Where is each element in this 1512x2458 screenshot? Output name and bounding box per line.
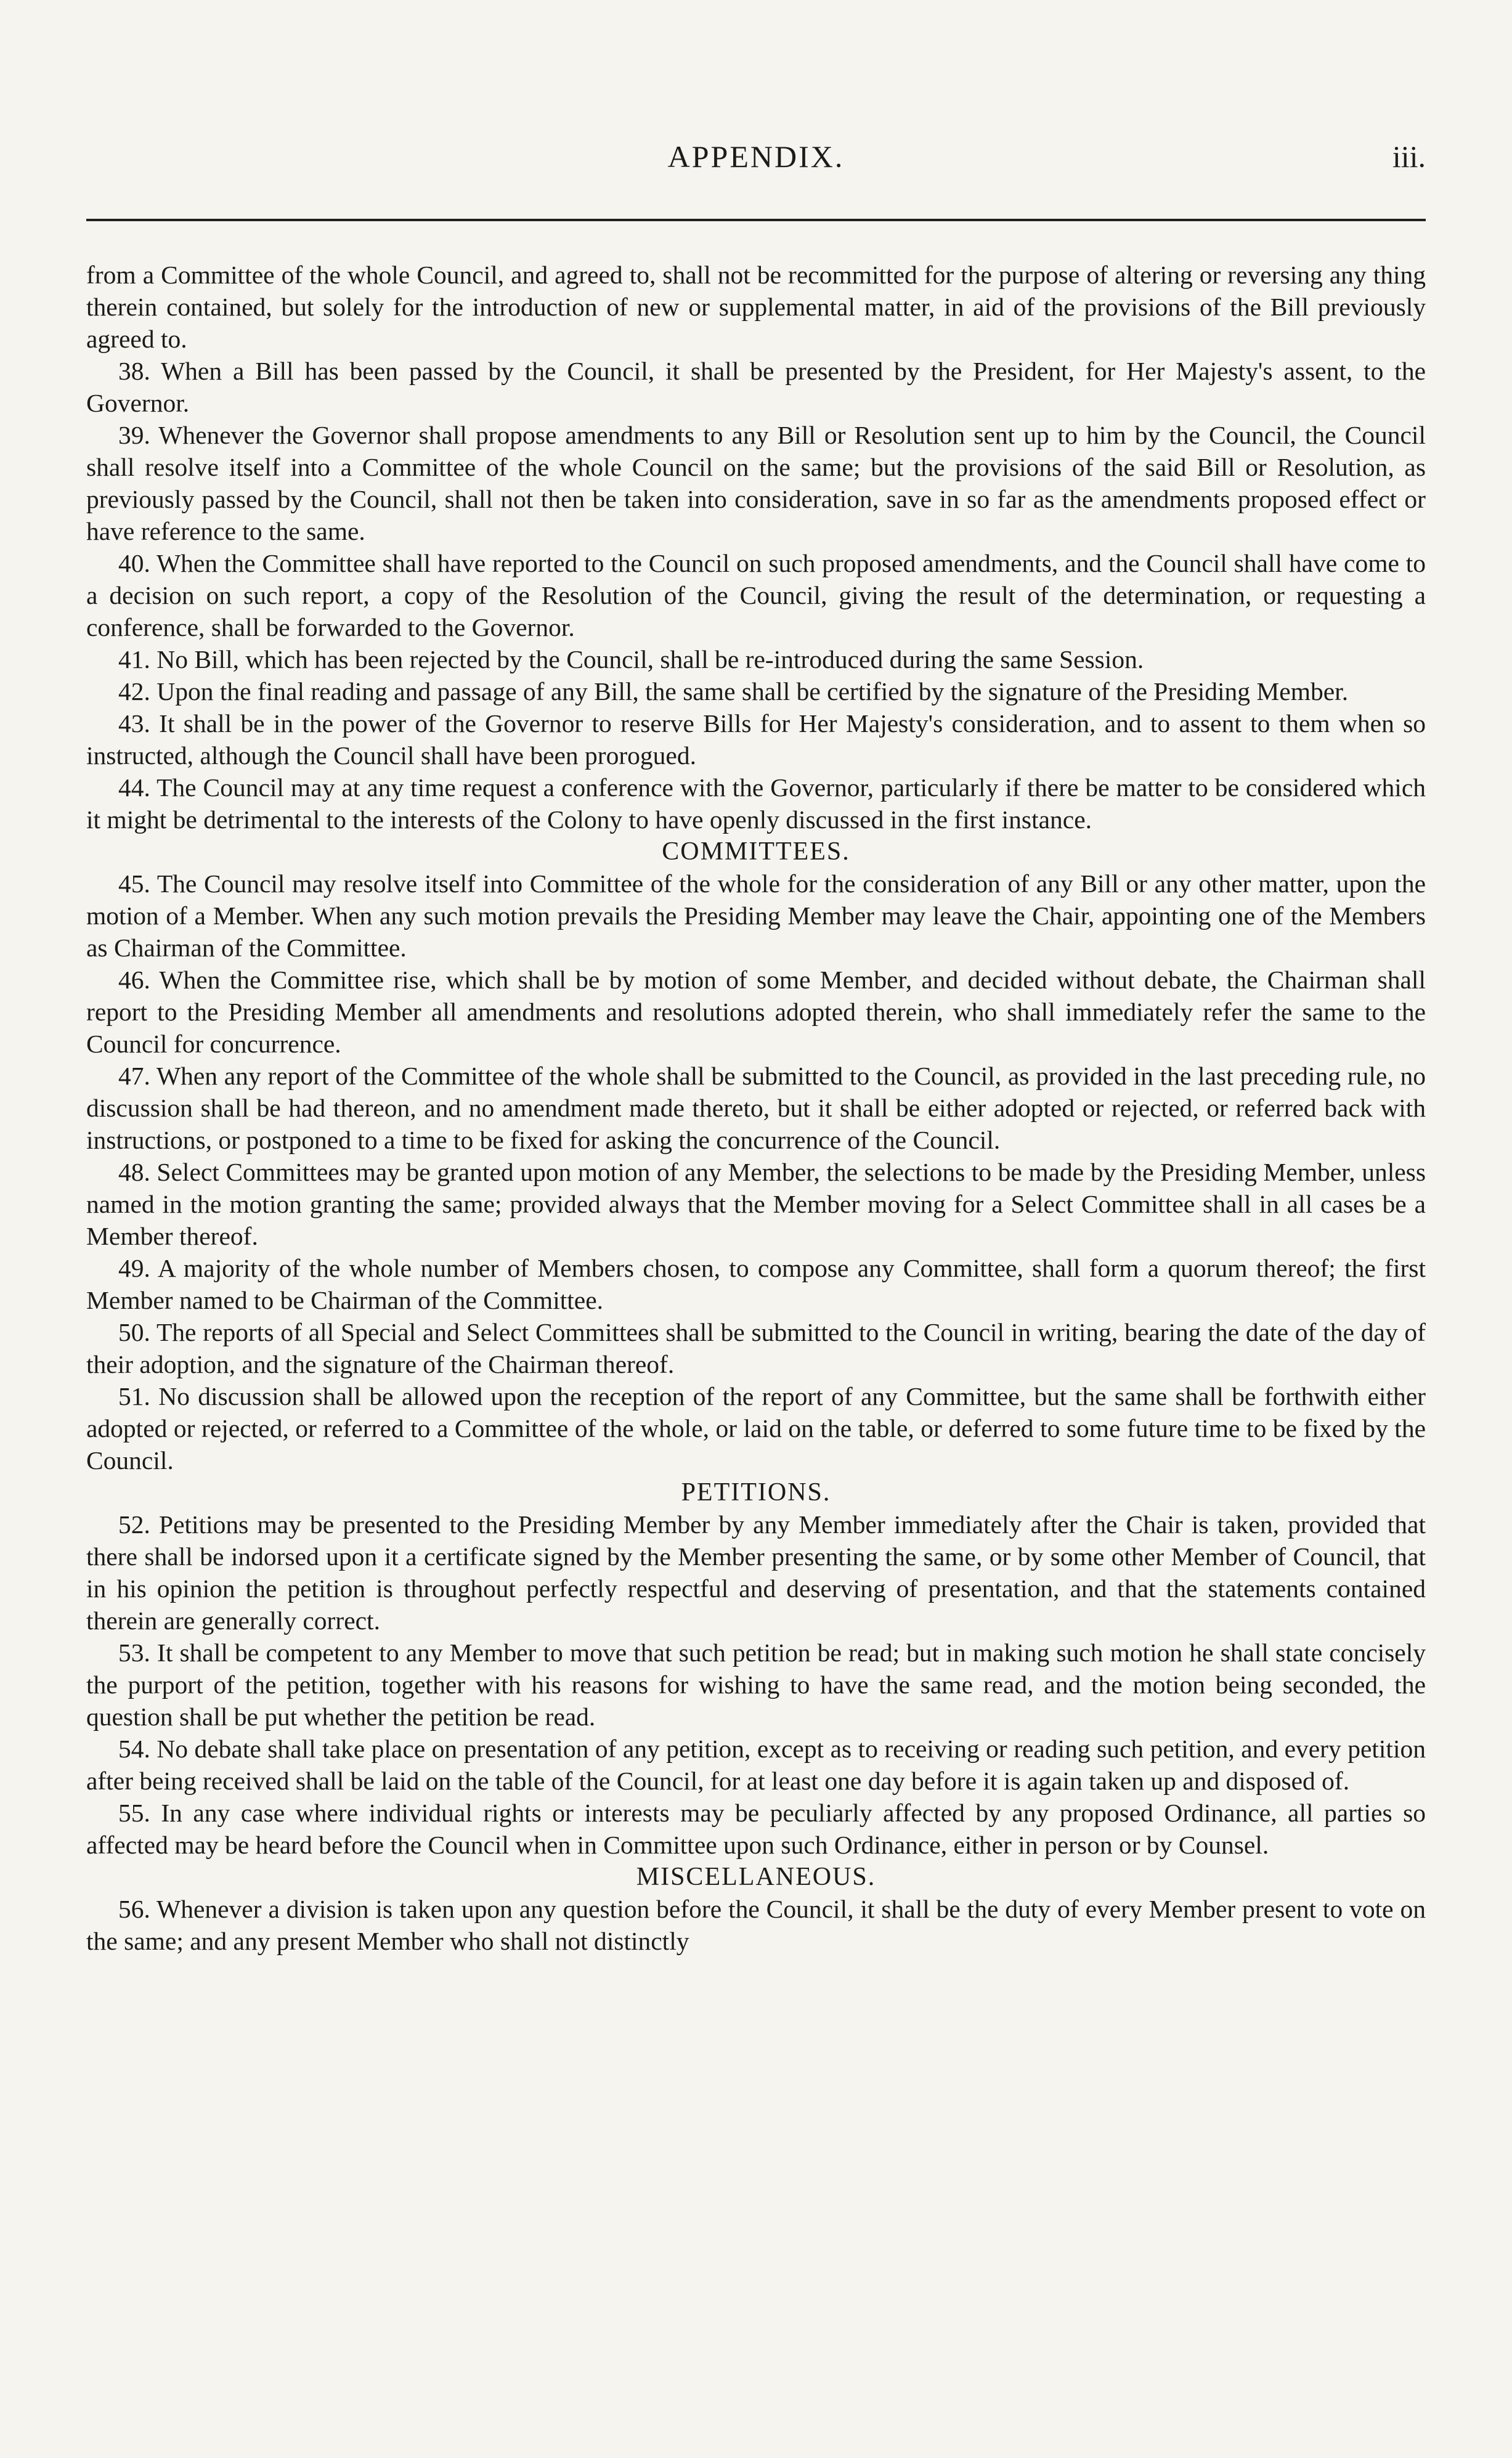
paragraph: 56. Whenever a division is taken upon any question before the Council, it shall be the duty of every Member present to vote on the same; and any present Member who shall not distinctly	[86, 1895, 1426, 1955]
running-title: APPENDIX.	[667, 139, 845, 174]
paragraph: 39. Whenever the Governor shall propose amendments to any Bill or Resolution sent up to him by the Council, the Council shall resolve itself into a Committee of the whole Council on the same; but the provisions of the said Bill or Resolution, as previously passed by the Council, shall not then be taken into consideration, save in so far as the amendments proposed effect or have reference to the same.	[86, 421, 1426, 545]
paragraph: 43. It shall be in the power of the Governor to reserve Bills for Her Majesty's consideration, and to assent to them when so instructed, although the Council shall have been prorogued.	[86, 709, 1426, 770]
paragraph: 45. The Council may resolve itself into Committee of the whole for the consideration of any Bill or any other matter, upon the motion of a Member. When any such motion prevails the Presiding Member may leave the Chair, appointing one of the Members as Chairman of the Committee.	[86, 869, 1426, 962]
section-heading: MISCELLANEOUS.	[636, 1863, 876, 1891]
paragraph: 38. When a Bill has been passed by the Council, it shall be presented by the President, for Her Majesty's assent, to the Governor.	[86, 357, 1426, 417]
section-heading: COMMITTEES.	[662, 837, 850, 866]
paragraph: 50. The reports of all Special and Select Committees shall be submitted to the Council in writing, bearing the date of the day of their adoption, and the signature of the Chairman thereof.	[86, 1318, 1426, 1378]
paragraph: 52. Petitions may be presented to the Presiding Member by any Member immediately after the Chair is taken, provided that there shall be indorsed upon it a certificate signed by the Member presenting the same, or by some other Member of Council, that in his opinion the petition is throughout perfectly respectful and deserving of presentation, and that the statements contained therein are generally correct.	[86, 1510, 1426, 1635]
paragraph: 55. In any case where individual rights or interests may be peculiarly affected by any proposed Ordinance, all parties so affected may be heard before the Council when in Committee upon such Ordinance, either in person or by Counsel.	[86, 1799, 1426, 1859]
header-rule	[86, 219, 1426, 221]
paragraph: 51. No discussion shall be allowed upon the reception of the report of any Committee, but the same shall be forthwith either adopted or rejected, or referred to a Committee of the whole, or laid on the table, or deferred to some future time to be fixed by the Council.	[86, 1382, 1426, 1475]
paragraph: 54. No debate shall take place on presentation of any petition, except as to receiving or reading such petition, and every petition after being received shall be laid on the table of the Council, for at least one day before it is again taken up and disposed of.	[86, 1735, 1426, 1795]
document-body	[86, 259, 1426, 1957]
paragraph: 48. Select Committees may be granted upon motion of any Member, the selections to be made by the Presiding Member, unless named in the motion granting the same; provided always that the Member moving for a Select Committee shall in all cases be a Member thereof.	[86, 1158, 1426, 1250]
paragraph: 40. When the Committee shall have reported to the Council on such proposed amendments, and the Council shall have come to a decision on such report, a copy of the Resolution of the Council, giving the result of the determination, or requesting a conference, shall be forwarded to the Governor.	[86, 549, 1426, 641]
section-heading: PETITIONS.	[681, 1478, 831, 1507]
paragraph: 46. When the Committee rise, which shall be by motion of some Member, and decided without debate, the Chairman shall report to the Presiding Member all amendments and resolutions adopted therein, who shall immediately refer the same to the Council for concurrence.	[86, 966, 1426, 1058]
paragraph: 41. No Bill, which has been rejected by the Council, shall be re-introduced during the same Session.	[118, 645, 1144, 674]
paragraph: from a Committee of the whole Council, and agreed to, shall not be recommitted for the purpose of altering or reversing any thing therein contained, but solely for the introduction of new or supplemental matter, in aid of the provisions of the Bill previously agreed to.	[86, 261, 1426, 353]
paragraph: 49. A majority of the whole number of Members chosen, to compose any Committee, shall form a quorum thereof; the first Member named to be Chairman of the Committee.	[86, 1254, 1426, 1314]
paragraph: 47. When any report of the Committee of the whole shall be submitted to the Council, as provided in the last preceding rule, no discussion shall be had thereon, and no amendment made thereto, but it shall be either adopted or rejected, or referred back with instructions, or postponed to a time to be fixed for asking the concurrence of the Council.	[86, 1062, 1426, 1154]
page-number: iii.	[1392, 139, 1426, 174]
paragraph: 44. The Council may at any time request a conference with the Governor, particularly if there be matter to be considered which it might be detrimental to the interests of the Colony to have openly discussed in the first instance.	[86, 773, 1426, 834]
page-header	[86, 139, 1426, 182]
paragraph: 53. It shall be competent to any Member to move that such petition be read; but in making such motion he shall state concisely the purport of the petition, together with his reasons for wishing to have the same read, and the motion being seconded, the question shall be put whether the petition be read.	[86, 1638, 1426, 1731]
paragraph: 42. Upon the final reading and passage of any Bill, the same shall be certified by the signature of the Presiding Member.	[118, 677, 1349, 706]
